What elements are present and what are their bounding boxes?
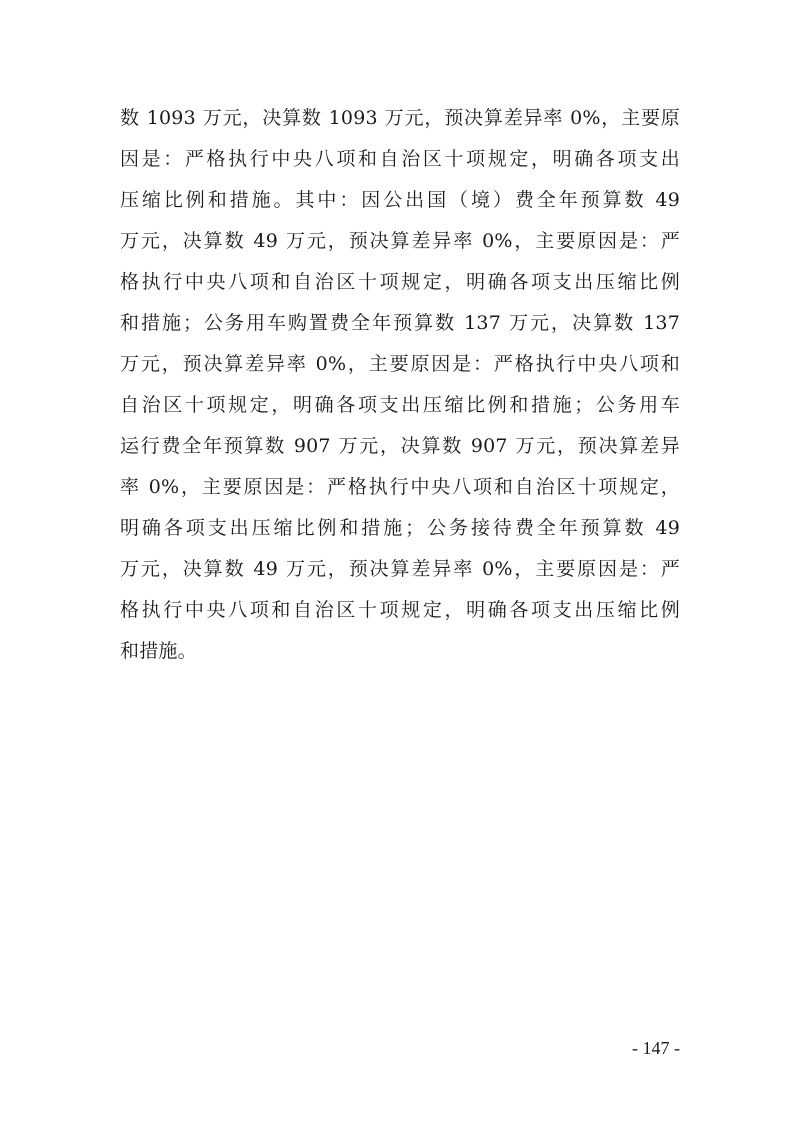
paragraph-line: 自治区十项规定，明确各项支出压缩比例和措施；公务用车: [120, 394, 680, 416]
paragraph-line: 和措施。: [120, 640, 197, 662]
paragraph-line: 运行费全年预算数 907 万元，决算数 907 万元，预决算差异: [120, 435, 680, 457]
paragraph-line: 压缩比例和措施。其中：因公出国（境）费全年预算数 49: [120, 189, 680, 211]
paragraph-line: 万元，预决算差异率 0%，主要原因是：严格执行中央八项和: [120, 353, 680, 375]
paragraph-line: 和措施；公务用车购置费全年预算数 137 万元，决算数 137: [120, 312, 680, 334]
paragraph-line: 明确各项支出压缩比例和措施；公务接待费全年预算数 49: [120, 517, 680, 539]
paragraph-line: 万元，决算数 49 万元，预决算差异率 0%，主要原因是：严: [120, 558, 680, 580]
paragraph-line: 格执行中央八项和自治区十项规定，明确各项支出压缩比例: [120, 599, 680, 621]
paragraph-line: 因是：严格执行中央八项和自治区十项规定，明确各项支出: [120, 148, 680, 170]
page-number: - 147 -: [632, 1038, 680, 1058]
body-paragraph: [120, 98, 680, 672]
paragraph-line: 格执行中央八项和自治区十项规定，明确各项支出压缩比例: [120, 271, 680, 293]
paragraph-line: 率 0%，主要原因是：严格执行中央八项和自治区十项规定，: [120, 476, 680, 498]
paragraph-line: 万元，决算数 49 万元，预决算差异率 0%，主要原因是：严: [120, 230, 680, 252]
paragraph-line: 数 1093 万元，决算数 1093 万元，预决算差异率 0%，主要原: [120, 107, 680, 129]
